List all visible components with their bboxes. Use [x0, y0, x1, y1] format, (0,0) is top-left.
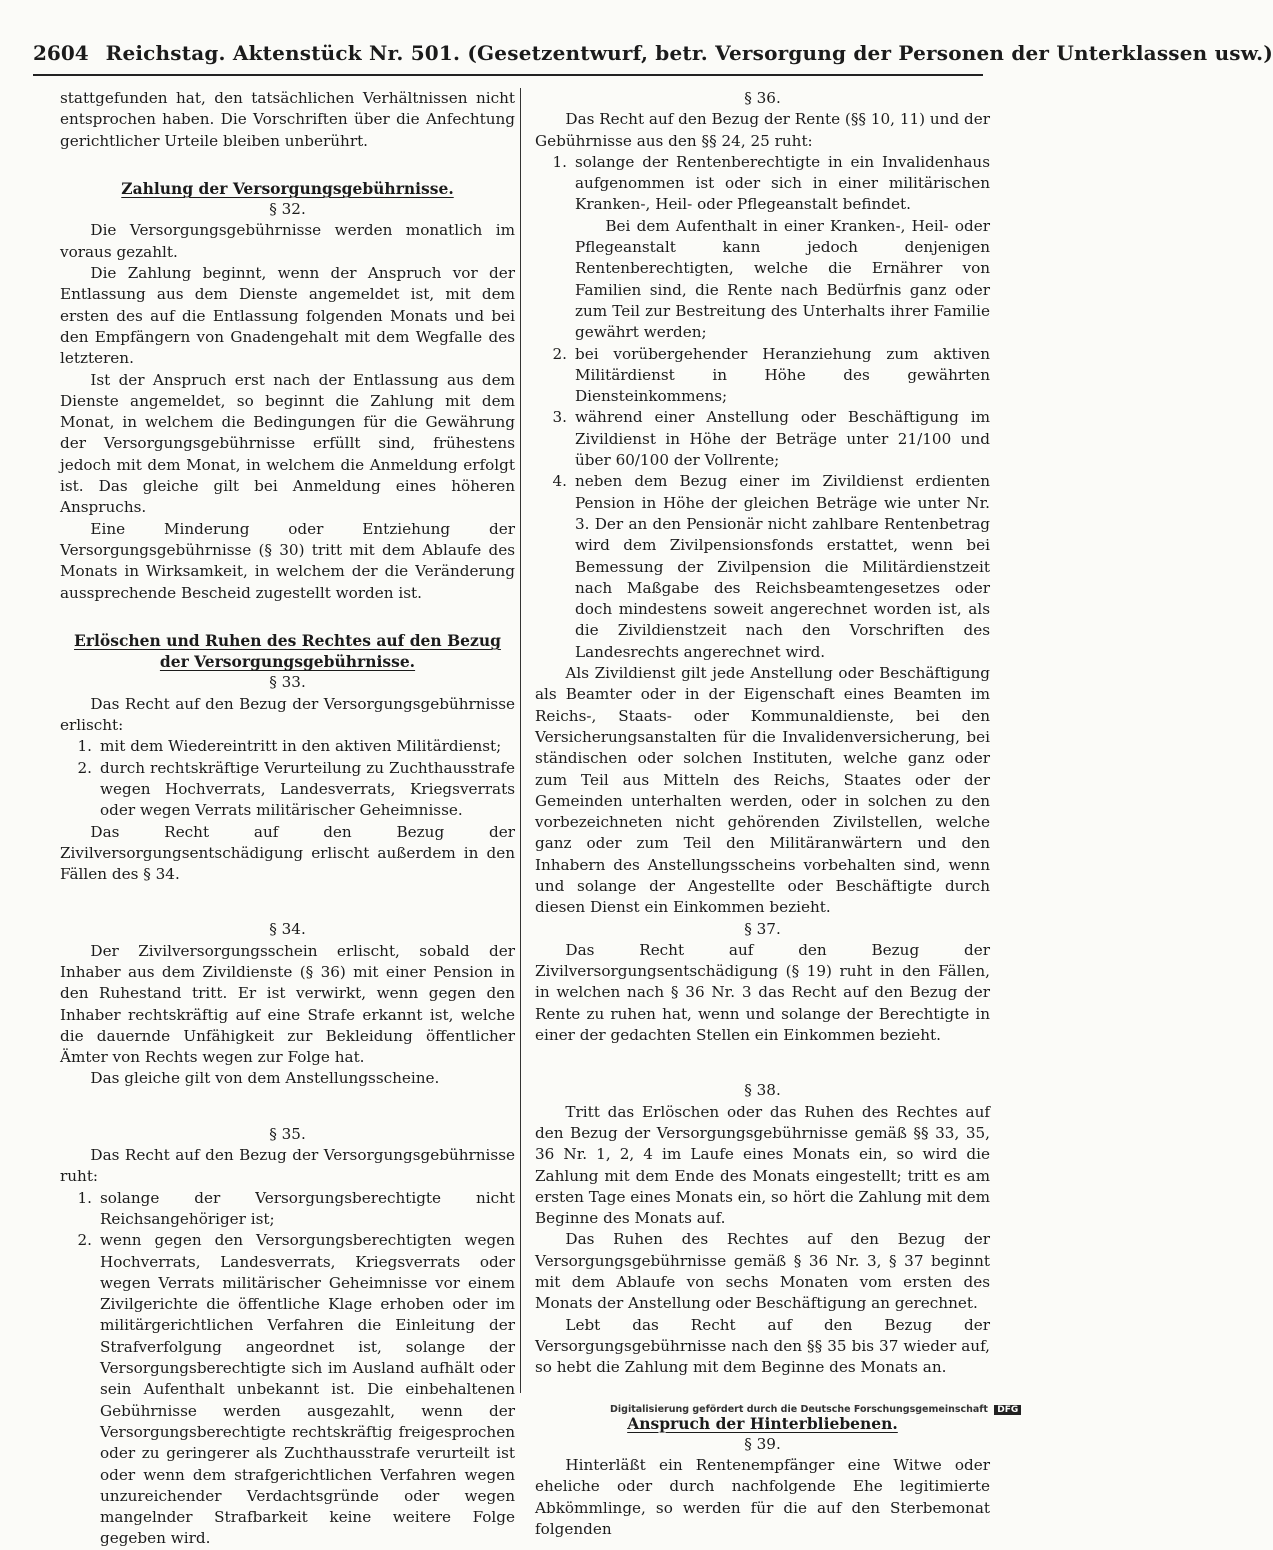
section-heading: Anspruch der Hinterbliebenen.	[627, 1413, 898, 1433]
item-subparagraph: Bei dem Aufenthalt in einer Kranken-, Heil- oder Pflegeanstalt kann jedoch denjenigen Rentenberechtigten, welche die Ernährer von Familien sind, die Rente nach Bedürfnis ganz oder zum Teil zur Bestreitung des Unterhalts ihrer Familie gewährt werden;	[575, 216, 990, 342]
item-text: wenn gegen den Versorgungsberechtigten wegen Hochverrats, Landesverrats, Kriegsverrats oder wegen Verrats militärischer Geheimnisse vor einem Zivilgerichte die öffentliche Klage erhoben oder im militärgerichtlichen Verfahren die Einleitung der Strafverfolgung angeordnet ist, solange der Versorgungsberechtigte sich im Ausland aufhält oder sein Aufenthalt unbekannt ist. Die einbehaltenen Gebührnisse werden ausgezahlt, wenn der Versorgungsberechtigte rechtskräftig freigesprochen oder zu geringerer als Zuchthausstrafe verurteilt ist oder wenn dem strafgerichtlichen Verfahren wegen unzureichender Verdachtsgründe oder wegen mangelnder Strafbarkeit keine weitere Folge gegeben wird.	[100, 1231, 515, 1548]
paragraph-text: Die Zahlung beginnt, wenn der Anspruch vor der Entlassung aus dem Dienste angemeldet ist, mit dem ersten des auf die Entlassung folgenden Monats und bei den Empfängern von Gnadengehalt mit dem Wegfalle des letzteren.	[60, 264, 515, 368]
item-text: neben dem Bezug einer im Zivildienst erdienten Pension in Höhe der gleichen Beträge wie unter Nr. 3. Der an den Pensionär nicht zahlbare Rentenbetrag wird dem Zivilpensionsfonds erstattet, wenn bei Bemessung der Zivilpension die Militärdienstzeit nach Maßgabe des Reichsbeamtengesetzes oder doch mindestens soweit angerechnet worden ist, als die Zivildienstzeit nach den Vorschriften des Landesrechts angerechnet wird.	[575, 472, 990, 661]
paragraph-text: Hinterläßt ein Rentenempfänger eine Witwe oder eheliche oder durch nachfolgende Ehe legitimierte Abkömmlinge, so werden für die auf den Sterbemonat folgenden	[535, 1456, 990, 1538]
item-text: bei vorübergehender Heranziehung zum aktiven Militärdienst in Höhe des gewährten Diensteinkommens;	[575, 344, 990, 406]
list-item	[60, 736, 515, 757]
item-text: mit dem Wiedereintritt in den aktiven Militärdienst;	[100, 737, 502, 756]
page-header	[33, 38, 1273, 76]
paragraph-text: Die Versorgungsgebührnisse werden monatlich im voraus gezahlt.	[60, 221, 515, 261]
item-text: solange der Rentenberechtigte in ein Invalidenhaus aufgenommen ist oder sich in einer militärischen Kranken-, Heil- oder Pflegeanstalt befindet.	[575, 152, 990, 214]
paragraph-text: Tritt das Erlöschen oder das Ruhen des Rechtes auf den Bezug der Versorgungsgebührnisse gemäß §§ 33, 35, 36 Nr. 1, 2, 4 im Laufe eines Monats ein, so wird die Zahlung mit dem Ende des Monats eingestellt; tritt es am ersten Tage eines Monats ein, so hört die Zahlung mit dem Beginne des Monats auf.	[535, 1102, 990, 1228]
item-number: 2.	[77, 1231, 92, 1250]
left-column	[60, 88, 515, 1550]
numbered-list	[60, 1188, 515, 1550]
item-number: 1.	[552, 152, 567, 171]
paragraph-text: Das Recht auf den Bezug der Zivilversorgungsentschädigung erlischt außerdem in den Fällen des § 34.	[60, 822, 515, 884]
paragraph-title: § 33.	[269, 673, 306, 692]
paragraph-text: Der Zivilversorgungsschein erlischt, sobald der Inhaber aus dem Zivildienste (§ 36) mit einer Pension in den Ruhestand tritt. Er ist verwirkt, wenn gegen den Inhaber rechtskräftig auf eine Strafe erkannt ist, welche die dauernde Unfähigkeit zur Bekleidung öffentlicher Ämter von Rechts wegen zur Folge hat.	[60, 941, 515, 1067]
list-item	[535, 152, 990, 344]
item-number: 3.	[552, 408, 567, 427]
paragraph-title: § 32.	[269, 200, 306, 219]
paragraph-text: Das Recht auf den Bezug der Versorgungsgebührnisse ruht:	[60, 1146, 515, 1186]
list-item	[60, 758, 515, 822]
paragraph-text: Ist der Anspruch erst nach der Entlassung aus dem Dienste angemeldet, so beginnt die Zahlung mit dem Monat, in welchem die Bedingungen für die Gewährung der Versorgungsgebührnisse erfüllt sind, frühestens jedoch mit dem Monat, in welchem die Anmeldung erfolgt ist. Das gleiche gilt bei Anmeldung eines höheren Anspruchs.	[60, 370, 515, 517]
paragraph-title: § 38.	[744, 1081, 781, 1100]
right-column	[535, 88, 990, 1540]
paragraph-text: Als Zivildienst gilt jede Anstellung oder Beschäftigung als Beamter oder in der Eigenschaft eines Beamten im Reichs-, Staats- oder Kommunaldienste, bei den Versicherungsanstalten für die Invalidenversicherung, bei ständischen oder solchen Instituten, welche ganz oder zum Teil aus Mitteln des Reichs, Staates oder der Gemeinden unterhalten werden, oder in solchen zu den vorbezeichneten nicht gehörenden Zivilstellen, welche ganz oder zum Teil den Militäranwärtern und den Inhabern des Anstellungsscheins vorbehalten sind, wenn und solange der Angestellte oder Beschäftigte durch diesen Dienst ein Einkommen bezieht.	[535, 664, 990, 917]
item-number: 1.	[77, 1188, 92, 1207]
column-divider	[520, 88, 521, 1393]
paragraph-text: Das Recht auf den Bezug der Rente (§§ 10, 11) und der Gebührnisse aus den §§ 24, 25 ruht:	[535, 110, 990, 150]
list-item	[60, 1230, 515, 1549]
paragraph-text: Das Ruhen des Rechtes auf den Bezug der Versorgungsgebührnisse gemäß § 36 Nr. 3, § 37 beginnt mit dem Ablaufe von sechs Monaten vom ersten des Monats der Anstellung oder Beschäftigung an gerechnet.	[535, 1230, 990, 1313]
credit-text: Digitalisierung gefördert durch die Deutsche Forschungsgemeinschaft	[610, 1404, 988, 1415]
section-heading: Zahlung der Versorgungsgebührnisse.	[121, 178, 454, 198]
paragraph-title: § 35.	[269, 1124, 306, 1143]
intro-paragraph: stattgefunden hat, den tatsächlichen Verhältnissen nicht entsprochen haben. Die Vorschriften über die Anfechtung gerichtlicher Urteile bleiben unberührt.	[60, 89, 515, 150]
page-number: 2604	[33, 41, 89, 65]
item-body	[575, 152, 990, 344]
item-text: während einer Anstellung oder Beschäftigung im Zivildienst in Höhe der Beträge unter 21/100 und über 60/100 der Vollrente;	[575, 408, 990, 470]
running-title: Reichstag. Aktenstück Nr. 501. (Gesetzentwurf, betr. Versorgung der Personen der Unterklassen usw.)	[105, 41, 1273, 65]
dfg-logo: DFG	[994, 1405, 1021, 1415]
paragraph-title: § 37.	[744, 919, 781, 938]
list-item	[535, 344, 990, 408]
paragraph-title: § 39.	[744, 1434, 781, 1453]
paragraph-text: Lebt das Recht auf den Bezug der Versorgungsgebührnisse nach den §§ 35 bis 37 wieder auf, so hebt die Zahlung mit dem Beginne des Monats an.	[535, 1315, 990, 1377]
paragraph-title: § 36.	[744, 89, 781, 107]
digitization-credit	[610, 1404, 1019, 1415]
section-heading: Erlöschen und Ruhen des Rechtes auf den Bezug der Versorgungsgebührnisse.	[74, 630, 501, 672]
item-number: 2.	[552, 344, 567, 363]
list-item	[60, 1188, 515, 1231]
item-number: 2.	[77, 758, 92, 777]
numbered-list	[535, 152, 990, 663]
paragraph-text: Eine Minderung oder Entziehung der Versorgungsgebührnisse (§ 30) tritt mit dem Ablaufe des Monats in Wirksamkeit, in welchem der die Veränderung aussprechende Bescheid zugestellt worden ist.	[60, 519, 515, 602]
item-text: durch rechtskräftige Verurteilung zu Zuchthausstrafe wegen Hochverrats, Landesverrats, Kriegsverrats oder wegen Verrats militärischer Geheimnisse.	[100, 758, 515, 820]
item-number: 4.	[552, 472, 567, 491]
paragraph-title: § 34.	[269, 920, 306, 939]
paragraph-text: Das gleiche gilt von dem Anstellungsscheine.	[90, 1069, 440, 1088]
list-item	[535, 471, 990, 663]
numbered-list	[60, 736, 515, 821]
item-number: 1.	[77, 737, 92, 756]
paragraph-text: Das Recht auf den Bezug der Versorgungsgebührnisse erlischt:	[60, 694, 515, 735]
list-item	[535, 407, 990, 471]
item-text: solange der Versorgungsberechtigte nicht Reichsangehöriger ist;	[100, 1188, 515, 1228]
paragraph-text: Das Recht auf den Bezug der Zivilversorgungsentschädigung (§ 19) ruht in den Fällen, in welchen nach § 36 Nr. 3 das Recht auf den Bezug der Rente zu ruhen hat, wenn und solange der Berechtigte in einer der gedachten Stellen ein Einkommen bezieht.	[535, 940, 990, 1045]
